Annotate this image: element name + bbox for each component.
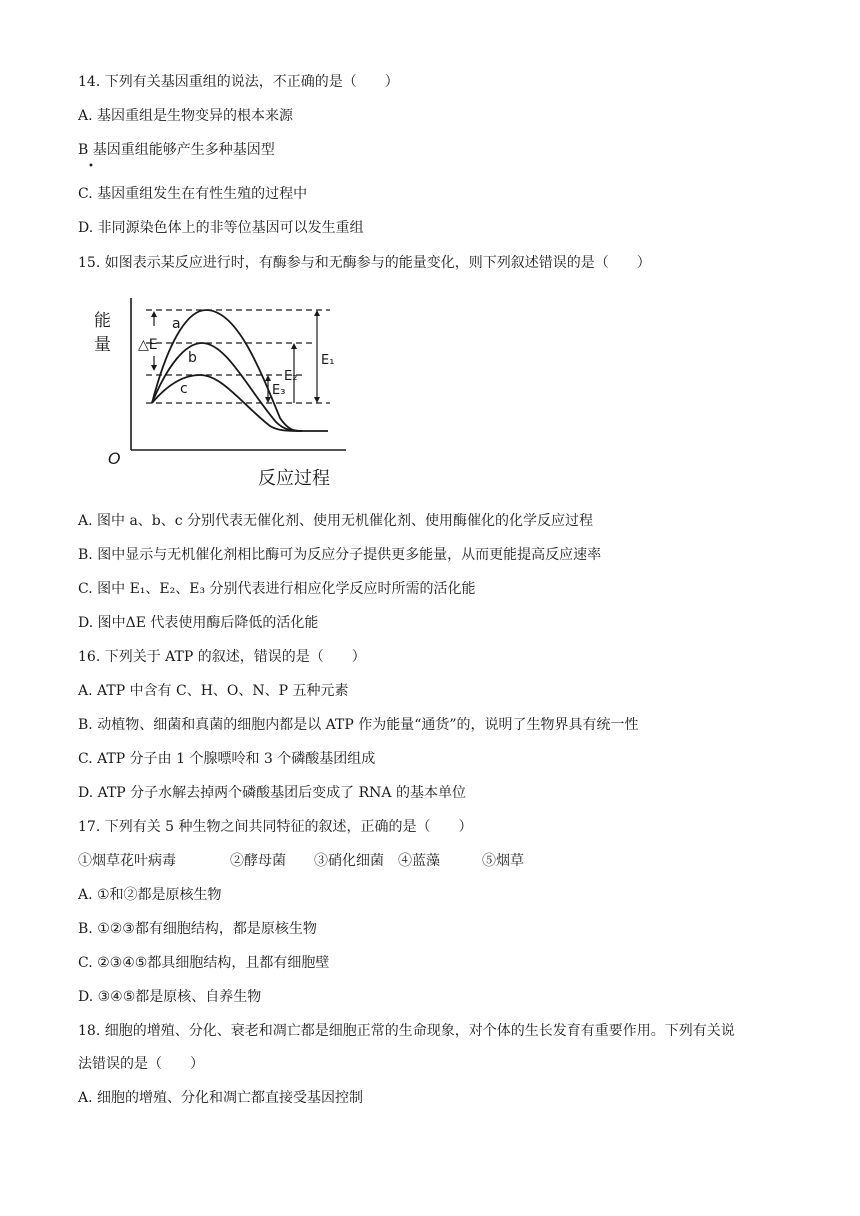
energy-diagram [94, 294, 368, 494]
q15-option-c: C. 图中 E₁、E₂、E₃ 分别代表进行相应化学反应时所需的活化能 [78, 581, 476, 597]
q18-stem-line2: 法错误的是（ ） [78, 1056, 204, 1072]
stray-dot: • [88, 161, 94, 172]
e2-label: E₂ [284, 369, 298, 384]
q17-option-d: D. ③④⑤都是原核、自养生物 [78, 989, 262, 1005]
origin-label: O [108, 449, 121, 468]
q15-option-b: B. 图中显示与无机催化剂相比酶可为反应分子提供更多能量，从而更能提高反应速率 [78, 547, 602, 563]
curve-label-a: a [172, 316, 181, 332]
organism-4: ④蓝藻 [398, 853, 440, 869]
curve-label-b: b [188, 350, 197, 366]
q18-stem-line1: 18. 细胞的增殖、分化、衰老和凋亡都是细胞正常的生命现象，对个体的生长发育有重要作用。下列有关说 [78, 1023, 735, 1039]
organism-1: ①烟草花叶病毒 [78, 853, 176, 869]
delta-e-arrow-down [151, 365, 157, 371]
curve-label-c: c [180, 381, 188, 397]
x-axis-label: 反应过程 [258, 468, 330, 489]
q17-stem: 17. 下列有关 5 种生物之间共同特征的叙述，正确的是（ ） [78, 819, 473, 835]
q14-option-c: C. 基因重组发生在有性生殖的过程中 [78, 186, 308, 202]
organism-2: ②酵母菌 [230, 853, 286, 869]
q15-option-d: D. 图中ΔE 代表使用酶后降低的活化能 [78, 615, 319, 631]
e1-label: E₁ [321, 353, 335, 368]
q16-option-d: D. ATP 分子水解去掉两个磷酸基团后变成了 RNA 的基本单位 [78, 785, 466, 801]
q16-stem: 16. 下列关于 ATP 的叙述，错误的是（ ） [78, 649, 366, 665]
organism-5: ⑤烟草 [482, 853, 524, 869]
q15-option-a: A. 图中 a、b、c 分别代表无催化剂、使用无机催化剂、使用酶催化的化学反应过程 [78, 513, 594, 529]
q16-option-a: A. ATP 中含有 C、H、O、N、P 五种元素 [78, 683, 349, 699]
delta-e-arrow-up [151, 311, 157, 317]
q17-option-c: C. ②③④⑤都具细胞结构，且都有细胞壁 [78, 955, 330, 971]
q17-option-a: A. ①和②都是原核生物 [78, 887, 222, 903]
y-axis-label-bottom: 量 [94, 335, 111, 355]
q14-option-a: A. 基因重组是生物变异的根本来源 [78, 108, 294, 124]
organism-3: ③硝化细菌 [314, 853, 384, 869]
q17-organism-list [78, 852, 524, 870]
q14-option-d: D. 非同源染色体上的非等位基因可以发生重组 [78, 220, 364, 236]
e3-label: E₃ [272, 383, 286, 398]
q18-option-a: A. 细胞的增殖、分化和凋亡都直接受基因控制 [78, 1090, 364, 1106]
q16-option-b: B. 动植物、细菌和真菌的细胞内都是以 ATP 作为能量“通货”的，说明了生物界具有统一性 [78, 717, 639, 733]
q14-stem: 14. 下列有关基因重组的说法，不正确的是（ ） [78, 74, 399, 90]
q15-stem: 15. 如图表示某反应进行时，有酶参与和无酶参与的能量变化，则下列叙述错误的是（ ） [78, 255, 651, 271]
y-axis-label-top: 能 [94, 311, 111, 331]
delta-e-label: △E [138, 337, 158, 353]
q17-option-b: B. ①②③都有细胞结构，都是原核生物 [78, 921, 317, 937]
q16-option-c: C. ATP 分子由 1 个腺嘌呤和 3 个磷酸基团组成 [78, 751, 376, 767]
q14-option-b: B 基因重组能够产生多种基因型 [78, 142, 275, 158]
